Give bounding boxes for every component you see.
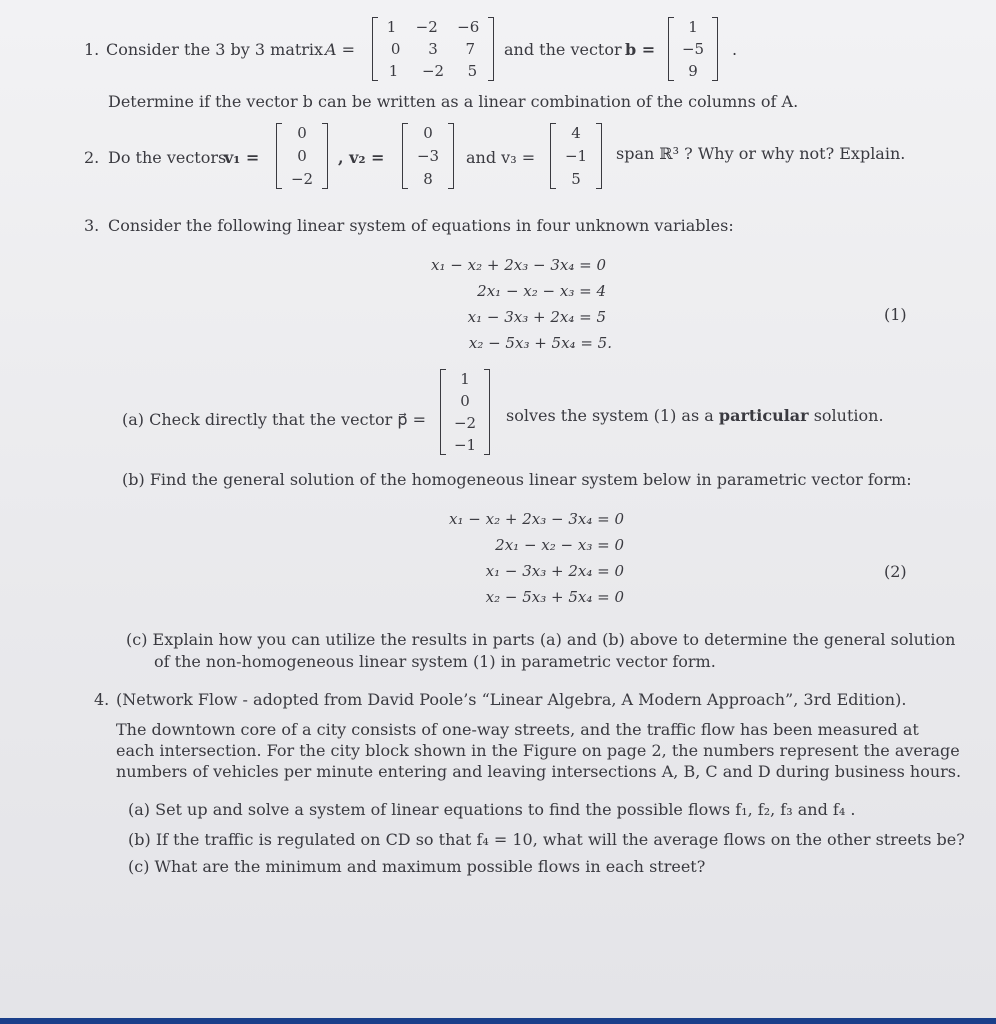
q2-v2-name: , v₂ = [338,148,385,167]
q4-line2: The downtown core of a city consists of one-way streets, and the traffic flow has been measured at [116,720,919,739]
q3a-tail-bold: particular [718,406,809,425]
system1-eq: x₁ − x₂ + 2x₃ − 3x₄ = 0 [431,256,606,274]
matrix-cell: 1 [388,62,399,80]
vector-entry: −2 [290,170,314,188]
q3b-text: (b) Find the general solution of the homogeneous linear system below in parametric vector form: [122,470,912,489]
system2-eq: x₂ − 5x₃ + 5x₄ = 0 [485,588,624,606]
vector-entry: 0 [460,392,470,410]
vector-entry: 0 [297,124,307,142]
q1-number: 1. [84,40,100,59]
vector-p [440,370,490,454]
screen-edge-bar [0,1018,996,1024]
vector-v1 [276,124,328,188]
matrix-cell: −2 [415,18,438,36]
q3c-line1: (c) Explain how you can utilize the results in parts (a) and (b) above to determine the general solution [126,630,956,649]
matrix-cell: 5 [467,62,478,80]
vector-entry: −5 [681,40,705,58]
q1-vector-name: b = [625,40,656,59]
system1-eq: x₁ − 3x₃ + 2x₄ = 5 [467,308,606,326]
vector-entry: −2 [453,414,477,432]
vector-v2 [402,124,454,188]
q1-period: . [732,40,738,59]
q3a-tail-post: solution. [813,406,884,425]
q3a-tail [506,406,884,426]
q4a: (a) Set up and solve a system of linear equations to find the possible flows f₁, f₂, f₃ and f₄ . [128,800,856,819]
system2-eq: x₁ − 3x₃ + 2x₄ = 0 [485,562,624,580]
system2-eq: x₁ − x₂ + 2x₃ − 3x₄ = 0 [449,510,624,528]
vector-entry: −1 [564,147,588,165]
q2-intro: Do the vectors [108,148,227,167]
q4c: (c) What are the minimum and maximum possible flows in each street? [128,857,706,876]
q4-line1: (Network Flow - adopted from David Poole’s “Linear Algebra, A Modern Approach”, 3rd Edition). [116,690,907,709]
matrix-A [372,18,494,80]
q2-and-v3: and v₃ = [466,148,536,167]
matrix-cell: 3 [428,40,438,58]
q4b: (b) If the traffic is regulated on CD so that f₄ = 10, what will the average flows on the other streets be? [128,830,965,849]
system2-eq: 2x₁ − x₂ − x₃ = 0 [495,536,624,554]
system2-label: (2) [884,562,907,581]
matrix-row [377,40,489,58]
vector-entry: 1 [460,370,470,388]
system1-label: (1) [884,305,907,324]
vector-v3 [550,124,602,188]
q3-intro: Consider the following linear system of equations in four unknown variables: [108,216,734,235]
vector-entry: 8 [423,170,433,188]
matrix-cell: −2 [421,62,445,80]
q3-number: 3. [84,216,100,235]
vector-entry: 5 [571,170,581,188]
vector-entry: 0 [423,124,433,142]
q3a-tail-pre: solves the system (1) as a [506,406,714,425]
q2-v1-name: v₁ = [224,148,260,167]
q1-intro: Consider the 3 by 3 matrix [106,40,324,59]
matrix-cell: −6 [457,18,480,36]
q1-and-vector: and the vector [504,40,622,59]
q2-tail: span ℝ³ ? Why or why not? Explain. [616,144,906,163]
vector-entry: 4 [571,124,581,142]
q1-question: Determine if the vector b can be written as a linear combination of the columns of A. [108,92,799,111]
matrix-row [377,18,489,36]
matrix-cell: 0 [390,40,401,58]
vector-entry: 9 [688,62,698,80]
system1-eq: 2x₁ − x₂ − x₃ = 4 [477,282,606,300]
vector-entry: −1 [453,436,477,454]
q2-number: 2. [84,148,100,167]
q3c-line2: of the non-homogeneous linear system (1) in parametric vector form. [154,652,716,671]
matrix-cell: 7 [465,40,476,58]
q4-line3: each intersection. For the city block shown in the Figure on page 2, the numbers represent the average [116,741,960,760]
matrix-row [377,62,489,80]
q1-matrix-name: A = [325,40,356,59]
vector-entry: −3 [416,147,440,165]
q4-line4: numbers of vehicles per minute entering and leaving intersections A, B, C and D during business hours. [116,762,962,781]
vector-entry: 1 [688,18,698,36]
q3a-text: (a) Check directly that the vector p⃗ = [122,410,426,429]
q4-number: 4. [94,690,110,709]
vector-b [668,18,718,80]
vector-entry: 0 [297,147,307,165]
system1-eq: x₂ − 5x₃ + 5x₄ = 5. [468,334,612,352]
matrix-cell: 1 [386,18,397,36]
